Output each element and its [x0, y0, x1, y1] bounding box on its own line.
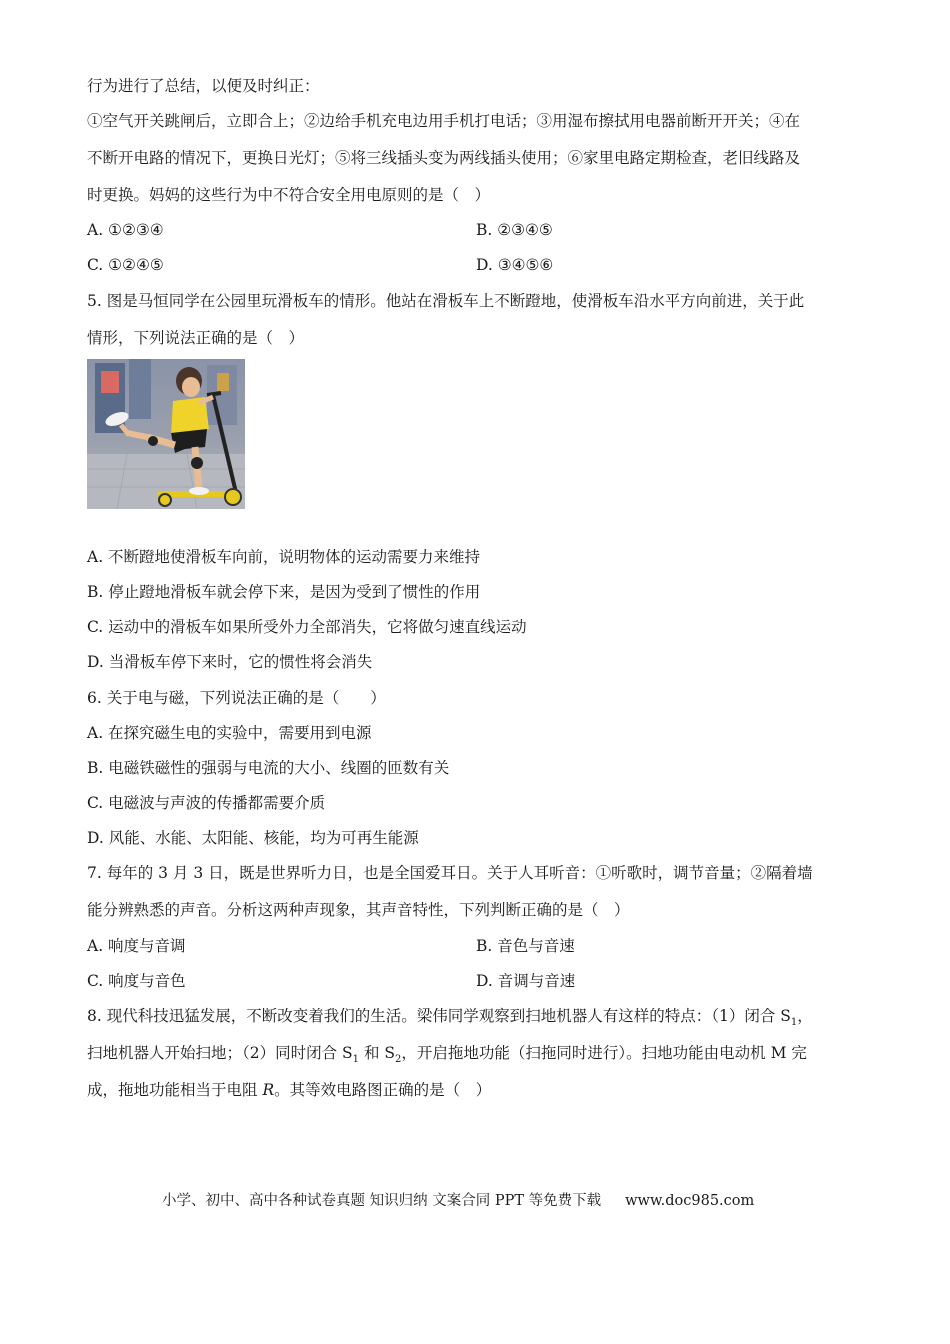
q6-option-a: A. 在探究磁生电的实验中，需要用到电源	[87, 724, 372, 742]
q4-option-c: C. ①②④⑤	[87, 256, 164, 274]
intro-line-4: 时更换。妈妈的这些行为中不符合安全用电原则的是（ ）	[87, 186, 491, 204]
q5-stem-line-2: 情形，下列说法正确的是（ ）	[87, 329, 305, 347]
q6-option-b: B. 电磁铁磁性的强弱与电流的大小、线圈的匝数有关	[87, 759, 450, 777]
q7-option-a: A. 响度与音调	[87, 937, 186, 955]
q5-option-d: D. 当滑板车停下来时，它的惯性将会消失	[87, 653, 373, 671]
intro-line-2: ①空气开关跳闸后，立即合上；②边给手机充电边用手机打电话；③用湿布擦拭用电器前断开开关；④在	[87, 112, 801, 130]
q7-stem-line-1: 7. 每年的 3 月 3 日，既是世界听力日，也是全国爱耳日。关于人耳听音：①听歌时，调节音量；②隔着墙	[87, 864, 813, 882]
q7-option-c: C. 响度与音色	[87, 972, 186, 990]
footer-url[interactable]: www.doc985.com	[625, 1193, 755, 1209]
page-footer	[162, 1190, 754, 1212]
q7-stem-line-2: 能分辨熟悉的声音。分析这两种声现象，其声音特性，下列判断正确的是（ ）	[87, 901, 630, 919]
q8-stem-line-2: 扫地机器人开始扫地；（2）同时闭合 $S_1$ 和 $S_2$，开启拖地功能（扫拖同时进行）。扫地功能由电动机 M 完	[87, 1044, 807, 1066]
intro-line-3: 不断开电路的情况下，更换日光灯；⑤将三线插头变为两线插头使用；⑥家里电路定期检查，老旧线路及	[87, 149, 801, 167]
q4-option-a: A. ①②③④	[87, 221, 164, 239]
q6-stem: 6. 关于电与磁，下列说法正确的是（ ）	[87, 689, 386, 707]
q6-option-d: D. 风能、水能、太阳能、核能，均为可再生能源	[87, 829, 419, 847]
footer-text: 小学、初中、高中各种试卷真题 知识归纳 文案合同 PPT 等免费下载	[162, 1193, 602, 1209]
child-on-scooter-photo	[87, 359, 245, 509]
q7-option-d: D. 音调与音速	[476, 972, 576, 990]
q8-stem-line-1: 8. 现代科技迅猛发展，不断改变着我们的生活。梁伟同学观察到扫地机器人有这样的特点：（1）闭合 $S_1$，	[87, 1007, 813, 1029]
q5-option-a: A. 不断蹬地使滑板车向前，说明物体的运动需要力来维持	[87, 548, 481, 566]
q7-option-b: B. 音色与音速	[476, 937, 575, 955]
q4-option-b: B. ②③④⑤	[476, 221, 553, 239]
q6-option-c: C. 电磁波与声波的传播都需要介质	[87, 794, 326, 812]
q5-option-c: C. 运动中的滑板车如果所受外力全部消失，它将做匀速直线运动	[87, 618, 527, 636]
q4-option-d: D. ③④⑤⑥	[476, 256, 554, 274]
intro-line-1: 行为进行了总结，以便及时纠正：	[87, 77, 320, 95]
q8-stem-line-3: 成，拖地功能相当于电阻 R。其等效电路图正确的是（ ）	[87, 1081, 492, 1099]
q5-option-b: B. 停止蹬地滑板车就会停下来，是因为受到了惯性的作用	[87, 583, 481, 601]
q5-stem-line-1: 5. 图是马恒同学在公园里玩滑板车的情形。他站在滑板车上不断蹬地，使滑板车沿水平方向前进，关于此	[87, 292, 805, 310]
